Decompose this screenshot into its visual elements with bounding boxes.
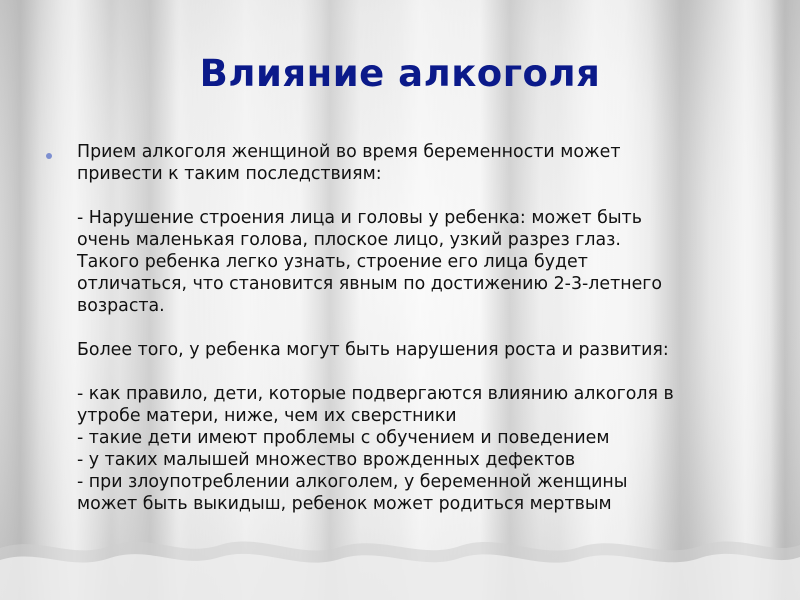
text-line: утробе матери, ниже, чем их сверстники [77, 406, 457, 426]
slide-body [38, 141, 778, 515]
text-line: Такого ребенка легко узнать, строение его лица будет [77, 252, 588, 272]
slide-title: Влияние алкоголя [199, 52, 601, 95]
text-line: - как правило, дети, которые подвергаются влиянию алкоголя в [77, 384, 674, 404]
bullet-dot-icon [46, 153, 52, 159]
blank-line [77, 185, 778, 207]
text-line: отличаться, что становится явным по достижению 2-3-летнего [77, 274, 663, 294]
text-line: - такие дети имеют проблемы с обучением и поведением [77, 428, 610, 448]
text-line: очень маленькая голова, плоское лицо, узкий разрез глаз. [77, 230, 621, 250]
text-line: - при злоупотреблении алкоголем, у беременной женщины [77, 472, 628, 492]
text-line: возраста. [77, 296, 165, 316]
text-line: привести к таким последствиям: [77, 164, 382, 184]
text-line: Прием алкоголя женщиной во время беременности может [77, 142, 621, 162]
text-line: может быть выкидыш, ребенок может родиться мертвым [77, 494, 612, 514]
bullet-text [77, 141, 778, 515]
text-line: - Нарушение строения лица и головы у ребенка: может быть [77, 208, 642, 228]
blank-line [77, 361, 778, 383]
blank-line [77, 317, 778, 339]
text-line: Более того, у ребенка могут быть нарушения роста и развития: [77, 340, 669, 360]
text-line: - у таких малышей множество врожденных дефектов [77, 450, 576, 470]
